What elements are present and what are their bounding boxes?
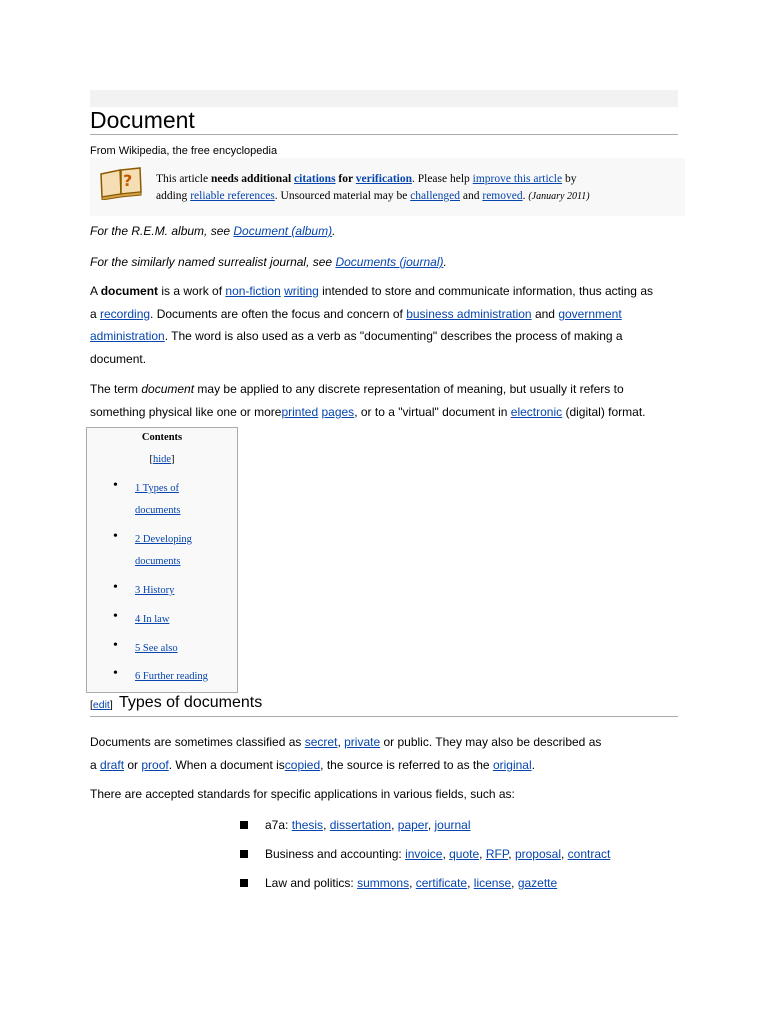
notice-date: (January 2011) [528, 191, 590, 202]
hatnote-album [90, 224, 335, 238]
draft-link[interactable]: draft [100, 757, 125, 772]
hatnote-album-end: . [332, 224, 336, 238]
toc-hide-bracket: ] [171, 454, 175, 465]
rfp-link[interactable]: RFP [485, 847, 509, 861]
hatnote-journal [90, 255, 447, 269]
original-link[interactable]: original [492, 757, 532, 772]
summons-link[interactable]: summons [357, 876, 410, 890]
intro-text: and [531, 306, 559, 321]
intro-text: . Documents are often the focus and concern of [150, 306, 407, 321]
toc-link[interactable]: 3 History [135, 585, 175, 596]
gazette-link[interactable]: gazette [517, 876, 558, 890]
writing-link[interactable]: writing [284, 284, 319, 298]
hatnote-journal-end: . [443, 255, 447, 269]
list-item-text: Business and accounting: invoice, quote, RFP, proposal, contract [265, 847, 611, 861]
document-album-link[interactable]: Document (album) [233, 224, 333, 238]
intro-paragraph-1 [90, 280, 670, 370]
bullet-icon: • [113, 609, 118, 624]
toc-item-in-law[interactable] [135, 609, 235, 631]
recording-link[interactable]: recording [100, 306, 151, 321]
intro-text: may be applied to any discrete representation of meaning, but usually it refers to [194, 382, 624, 396]
bullet-icon: • [113, 666, 118, 681]
bullet-icon: • [113, 478, 118, 493]
challenged-link[interactable]: challenged [410, 190, 460, 202]
toc-hide-link[interactable]: hide [152, 454, 172, 465]
bullet-icon: • [113, 580, 118, 595]
section-paragraph-2: There are accepted standards for specific applications in various fields, such as: [90, 787, 515, 801]
section-text: or [124, 757, 142, 772]
toc-title: Contents [141, 432, 183, 443]
notice-for: for [335, 173, 356, 185]
toc-link[interactable]: documents [135, 505, 181, 516]
intro-text: The term [90, 382, 142, 396]
government-administration-link-2[interactable]: administration [90, 329, 165, 343]
edit-link[interactable]: edit [92, 699, 110, 711]
toc-link[interactable]: documents [135, 556, 181, 567]
removed-link[interactable]: removed [482, 190, 523, 202]
section-heading-types [90, 692, 678, 717]
hatnote-album-text: For the R.E.M. album, see [90, 224, 234, 238]
business-administration-link[interactable]: business administration [406, 306, 532, 321]
intro-text: intended to store and communicate information, thus acting as [318, 284, 653, 298]
bullet-icon: • [113, 638, 118, 653]
toc-link[interactable]: 6 Further reading [135, 671, 208, 682]
toc-link[interactable]: 5 See also [135, 643, 178, 654]
journal-link[interactable]: journal [434, 818, 471, 832]
quote-link[interactable]: quote [449, 847, 480, 861]
intro-text: A [90, 284, 101, 298]
intro-text: (digital) format. [562, 404, 646, 419]
improve-article-link[interactable]: improve this article [472, 173, 563, 185]
section-paragraph-1 [90, 731, 670, 776]
toc-item-types[interactable] [135, 478, 235, 522]
edit-bracket: ] [109, 699, 113, 711]
electronic-link[interactable]: electronic [510, 404, 563, 419]
section-edit [90, 699, 113, 711]
private-link[interactable]: private [344, 735, 381, 749]
proof-link[interactable]: proof [141, 757, 169, 772]
intro-italic-term: document [141, 382, 195, 396]
notice-text-7: . [522, 190, 529, 202]
square-bullet-icon [240, 850, 248, 858]
toc-link[interactable]: 4 In law [135, 614, 170, 625]
certificate-link[interactable]: certificate [415, 876, 468, 890]
secret-link[interactable]: secret [304, 735, 338, 749]
hatnote-journal-text: For the similarly named surrealist journal, see [90, 255, 336, 269]
notice-text-1: This article [156, 173, 211, 185]
paper-link[interactable]: paper [397, 818, 428, 832]
citations-link[interactable]: citations [294, 173, 336, 185]
verification-link[interactable]: verification [355, 173, 412, 185]
list-label: Law and politics: [265, 876, 358, 890]
citation-notice [90, 158, 685, 216]
toc-hide [87, 454, 237, 465]
intro-text: document. [90, 351, 147, 366]
printed-link[interactable]: printed [281, 404, 319, 419]
list-item-text: a7a: thesis, dissertation, paper, journal [265, 818, 471, 832]
page-title: Document [90, 106, 678, 135]
notice-text-4: adding [156, 190, 191, 202]
section-text: , the source is referred to as the [320, 757, 493, 772]
book-question-icon [98, 164, 144, 200]
edit-bracket: [ [90, 699, 93, 711]
section-text: , [337, 735, 345, 749]
toc-item-see-also[interactable] [135, 638, 235, 660]
section-text: . When a document is [168, 757, 285, 772]
section-text: or public. They may also be described as [380, 735, 602, 749]
intro-text: , or to a "virtual" document in [354, 404, 511, 419]
contract-link[interactable]: contract [567, 847, 611, 861]
section-text: Documents are sometimes classified as [90, 735, 305, 749]
notice-text-6: and [460, 190, 483, 202]
intro-text: a [90, 306, 101, 321]
list-label: a7a: [265, 818, 292, 832]
toc-item-developing[interactable] [135, 529, 235, 573]
section-text: a [90, 757, 101, 772]
header-bar [90, 90, 678, 107]
bullet-icon: • [113, 529, 118, 544]
intro-bold-term: document [100, 284, 159, 298]
square-bullet-icon [240, 821, 248, 829]
documents-journal-link[interactable]: Documents (journal) [335, 255, 444, 269]
dissertation-link[interactable]: dissertation [329, 818, 392, 832]
notice-text [156, 171, 676, 205]
copied-link[interactable]: copied [284, 757, 321, 772]
intro-text: . The word is also used as a verb as "documenting" describes the process of making a [164, 329, 623, 343]
toc-item-history[interactable] [135, 580, 235, 602]
toc-item-further-reading[interactable] [135, 666, 235, 688]
reliable-references-link[interactable]: reliable references [190, 190, 275, 202]
notice-text-2: . Please help [411, 173, 473, 185]
intro-paragraph-2 [90, 378, 670, 423]
toc-hide-bracket: [ [149, 454, 153, 465]
license-link[interactable]: license [473, 876, 512, 890]
table-of-contents [86, 427, 238, 693]
government-administration-link-1[interactable]: government [558, 306, 622, 321]
toc-link[interactable]: 2 Developing [135, 534, 192, 545]
section-text: . [531, 757, 535, 772]
list-label: Business and accounting: [265, 847, 406, 861]
intro-text: is a work of [158, 284, 226, 298]
list-item-text: Law and politics: summons, certificate, license, gazette [265, 876, 558, 890]
notice-bold: needs additional [210, 173, 295, 185]
pages-link[interactable]: pages [321, 404, 355, 419]
square-bullet-icon [240, 879, 248, 887]
toc-link[interactable]: 1 Types of [135, 483, 179, 494]
proposal-link[interactable]: proposal [514, 847, 561, 861]
notice-text-5: . Unsourced material may be [274, 190, 411, 202]
section-heading-text: Types of documents [119, 694, 263, 711]
invoice-link[interactable]: invoice [405, 847, 443, 861]
thesis-link[interactable]: thesis [291, 818, 324, 832]
notice-text-3: by [562, 173, 577, 185]
intro-text: something physical like one or more [90, 404, 282, 419]
tagline: From Wikipedia, the free encyclopedia [90, 145, 278, 157]
non-fiction-link[interactable]: non-fiction [225, 284, 281, 298]
svg-text:?: ? [123, 171, 133, 190]
